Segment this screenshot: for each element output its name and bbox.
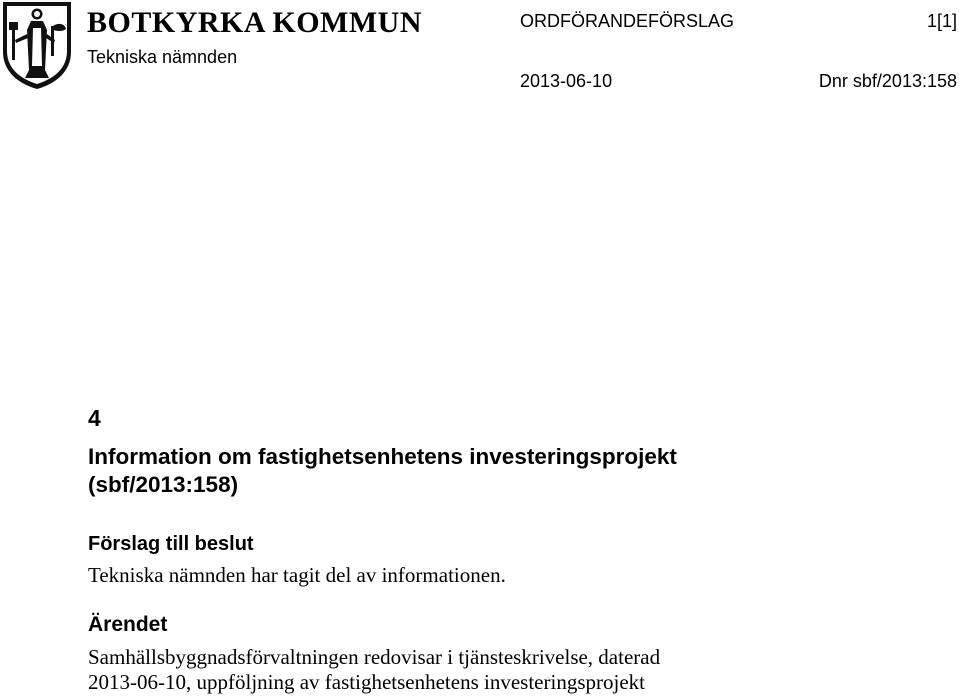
proposal-heading: Förslag till beslut bbox=[88, 533, 254, 555]
agenda-item-number: 4 bbox=[88, 405, 101, 431]
document-type: ORDFÖRANDEFÖRSLAG bbox=[520, 11, 735, 31]
matter-body bbox=[88, 645, 660, 695]
agenda-item-title-line: (sbf/2013:158) bbox=[88, 472, 239, 497]
matter-body-line: 2013-06-10, uppföljning av fastighetsenhetens investeringsprojekt bbox=[88, 670, 645, 694]
matter-body-line: Samhällsbyggnadsförvaltningen redovisar i tjänsteskrivelse, daterad bbox=[88, 645, 661, 669]
matter-heading: Ärendet bbox=[88, 613, 168, 636]
registration-number: Dnr sbf/2013:158 bbox=[818, 71, 957, 91]
organization-unit: Tekniska nämnden bbox=[87, 47, 238, 67]
municipal-coat-of-arms-icon bbox=[0, 0, 74, 90]
agenda-item-title bbox=[88, 443, 848, 499]
proposal-text: Tekniska nämnden har tagit del av informationen. bbox=[88, 563, 506, 587]
agenda-item-title-line: Information om fastighetsenhetens investeringsprojekt bbox=[88, 444, 677, 469]
page-number: 1[1] bbox=[926, 11, 957, 31]
organization-name: BOTKYRKA KOMMUN bbox=[87, 6, 422, 39]
document-date: 2013-06-10 bbox=[520, 71, 613, 91]
